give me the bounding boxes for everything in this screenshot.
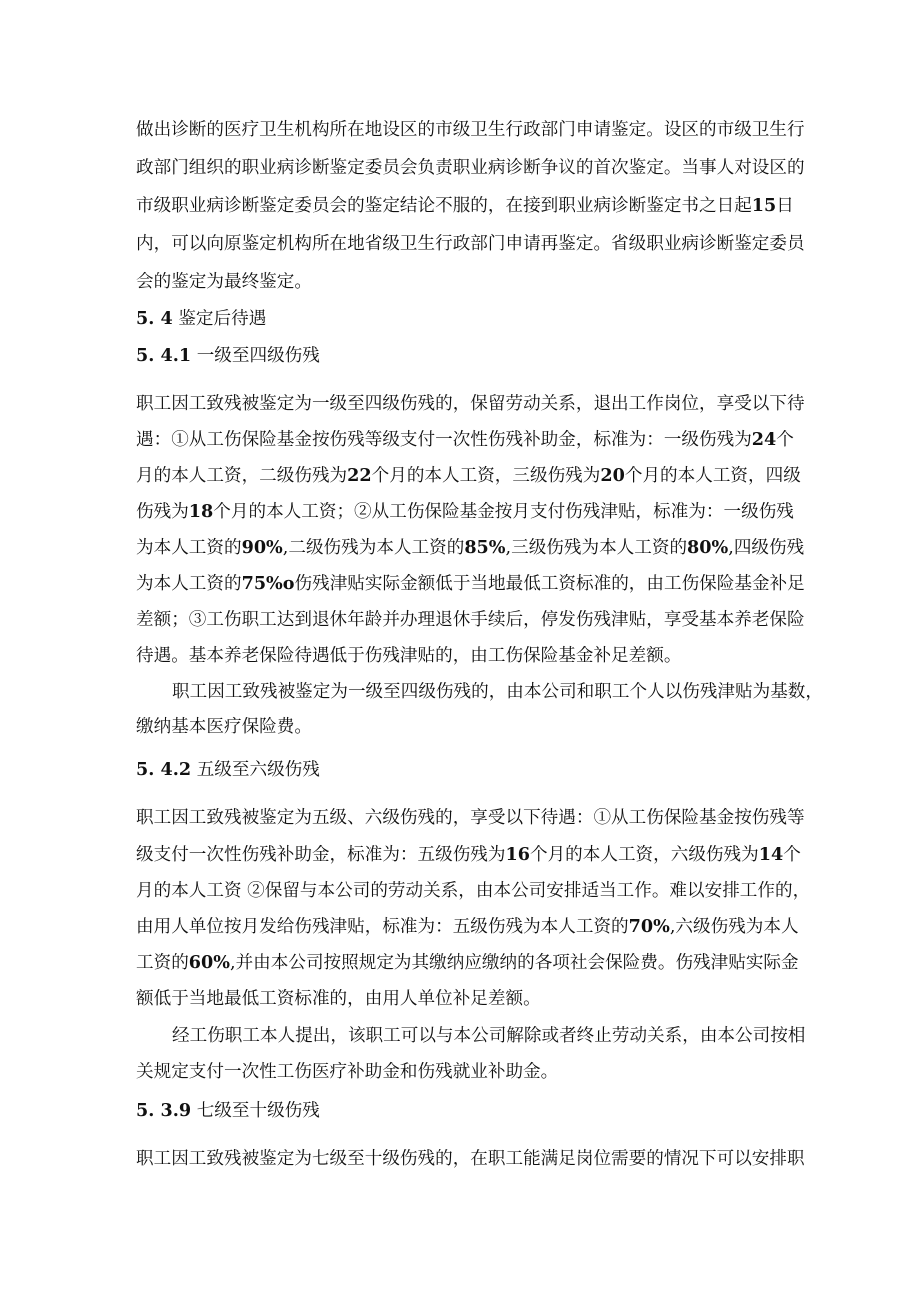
paragraph-line: 市级职业病诊断鉴定委员会的鉴定结论不服的，在接到职业病诊断鉴定书之日起15日 xyxy=(136,195,794,216)
paragraph-line: 由用人单位按月发给伤残津贴，标准为：五级伤残为本人工资的70%,六级伤残为本人 xyxy=(136,916,799,937)
numeric-value: 60% xyxy=(188,952,230,973)
section-heading xyxy=(136,1099,786,1123)
paragraph-line: 伤残为18个月的本人工资；②从工伤保险基金按月支付伤残津贴，标准为：一级伤残 xyxy=(136,501,794,522)
section-number: 5. 3.9 xyxy=(136,1100,192,1121)
paragraph-line: 为本人工资的75%o伤残津贴实际金额低于当地最低工资标准的，由工伤保险基金补足 xyxy=(136,573,805,594)
paragraph-line: 为本人工资的90%,二级伤残为本人工资的85%,三级伤残为本人工资的80%,四级伤残 xyxy=(136,537,805,558)
paragraph-line: 经工伤职工本人提出，该职工可以与本公司解除或者终止劳动关系，由本公司按相 xyxy=(172,1026,806,1046)
section-title: 七级至十级伤残 xyxy=(196,1101,320,1121)
paragraph-line: 会的鉴定为最终鉴定。 xyxy=(136,272,312,292)
section-heading xyxy=(136,307,786,331)
section-title: 鉴定后待遇 xyxy=(178,309,267,329)
section-heading xyxy=(136,758,786,782)
numeric-value: 70% xyxy=(628,916,670,937)
paragraph-line: 月的本人工资 ②保留与本公司的劳动关系，由本公司安排适当工作。难以安排工作的， xyxy=(136,881,811,901)
paragraph-line: 遇：①从工伤保险基金按伤残等级支付一次性伤残补助金，标准为：一级伤残为24个 xyxy=(136,429,794,450)
paragraph-line: 做出诊断的医疗卫生机构所在地设区的市级卫生行政部门申请鉴定。设区的市级卫生行 xyxy=(136,120,805,140)
numeric-value: 15 xyxy=(751,195,777,216)
paragraph-line: 额低于当地最低工资标准的，由用人单位补足差额。 xyxy=(136,989,541,1009)
section-number: 5. 4.2 xyxy=(136,759,192,780)
paragraph-line: 差额；③工伤职工达到退休年龄并办理退休手续后，停发伤残津贴，享受基本养老保险 xyxy=(136,610,805,630)
paragraph-line: 职工因工致残被鉴定为一级至四级伤残的，保留劳动关系，退出工作岗位，享受以下待 xyxy=(136,394,805,414)
section-heading xyxy=(136,344,786,368)
paragraph-line: 关规定支付一次性工伤医疗补助金和伤残就业补助金。 xyxy=(136,1062,559,1082)
numeric-value: 75%o xyxy=(241,573,295,594)
section-title: 五级至六级伤残 xyxy=(196,760,320,780)
numeric-value: 18 xyxy=(188,501,214,522)
numeric-value: 90% xyxy=(241,537,283,558)
paragraph-line: 内，可以向原鉴定机构所在地省级卫生行政部门申请再鉴定。省级职业病诊断鉴定委员 xyxy=(136,234,805,254)
numeric-value: 16 xyxy=(505,844,530,865)
numeric-value: 20 xyxy=(600,465,625,486)
section-number: 5. 4 xyxy=(136,308,173,329)
paragraph-line: 职工因工致残被鉴定为一级至四级伤残的，由本公司和职工个人以伤残津贴为基数， xyxy=(172,682,823,702)
paragraph-line: 职工因工致残被鉴定为五级、六级伤残的，享受以下待遇：①从工伤保险基金按伤残等 xyxy=(136,808,805,828)
paragraph-line: 政部门组织的职业病诊断鉴定委员会负责职业病诊断争议的首次鉴定。当事人对设区的 xyxy=(136,158,805,178)
section-title: 一级至四级伤残 xyxy=(196,346,320,366)
paragraph-line: 职工因工致残被鉴定为七级至十级伤残的，在职工能满足岗位需要的情况下可以安排职 xyxy=(136,1149,805,1169)
numeric-value: 14 xyxy=(758,844,784,865)
paragraph-line: 待遇。基本养老保险待遇低于伤残津贴的，由工伤保险基金补足差额。 xyxy=(136,646,682,666)
paragraph-line: 月的本人工资，二级伤残为22个月的本人工资，三级伤残为20个月的本人工资，四级 xyxy=(136,465,801,486)
paragraph-line: 工资的60%,并由本公司按照规定为其缴纳应缴纳的各项社会保险费。伤残津贴实际金 xyxy=(136,952,799,973)
numeric-value: 22 xyxy=(347,465,372,486)
numeric-value: 80% xyxy=(687,537,729,558)
numeric-value: 24 xyxy=(751,429,777,450)
numeric-value: 85% xyxy=(464,537,506,558)
section-number: 5. 4.1 xyxy=(136,345,192,366)
paragraph-line: 缴纳基本医疗保险费。 xyxy=(136,717,312,737)
paragraph-line: 级支付一次性伤残补助金，标准为：五级伤残为16个月的本人工资，六级伤残为14个 xyxy=(136,844,801,865)
